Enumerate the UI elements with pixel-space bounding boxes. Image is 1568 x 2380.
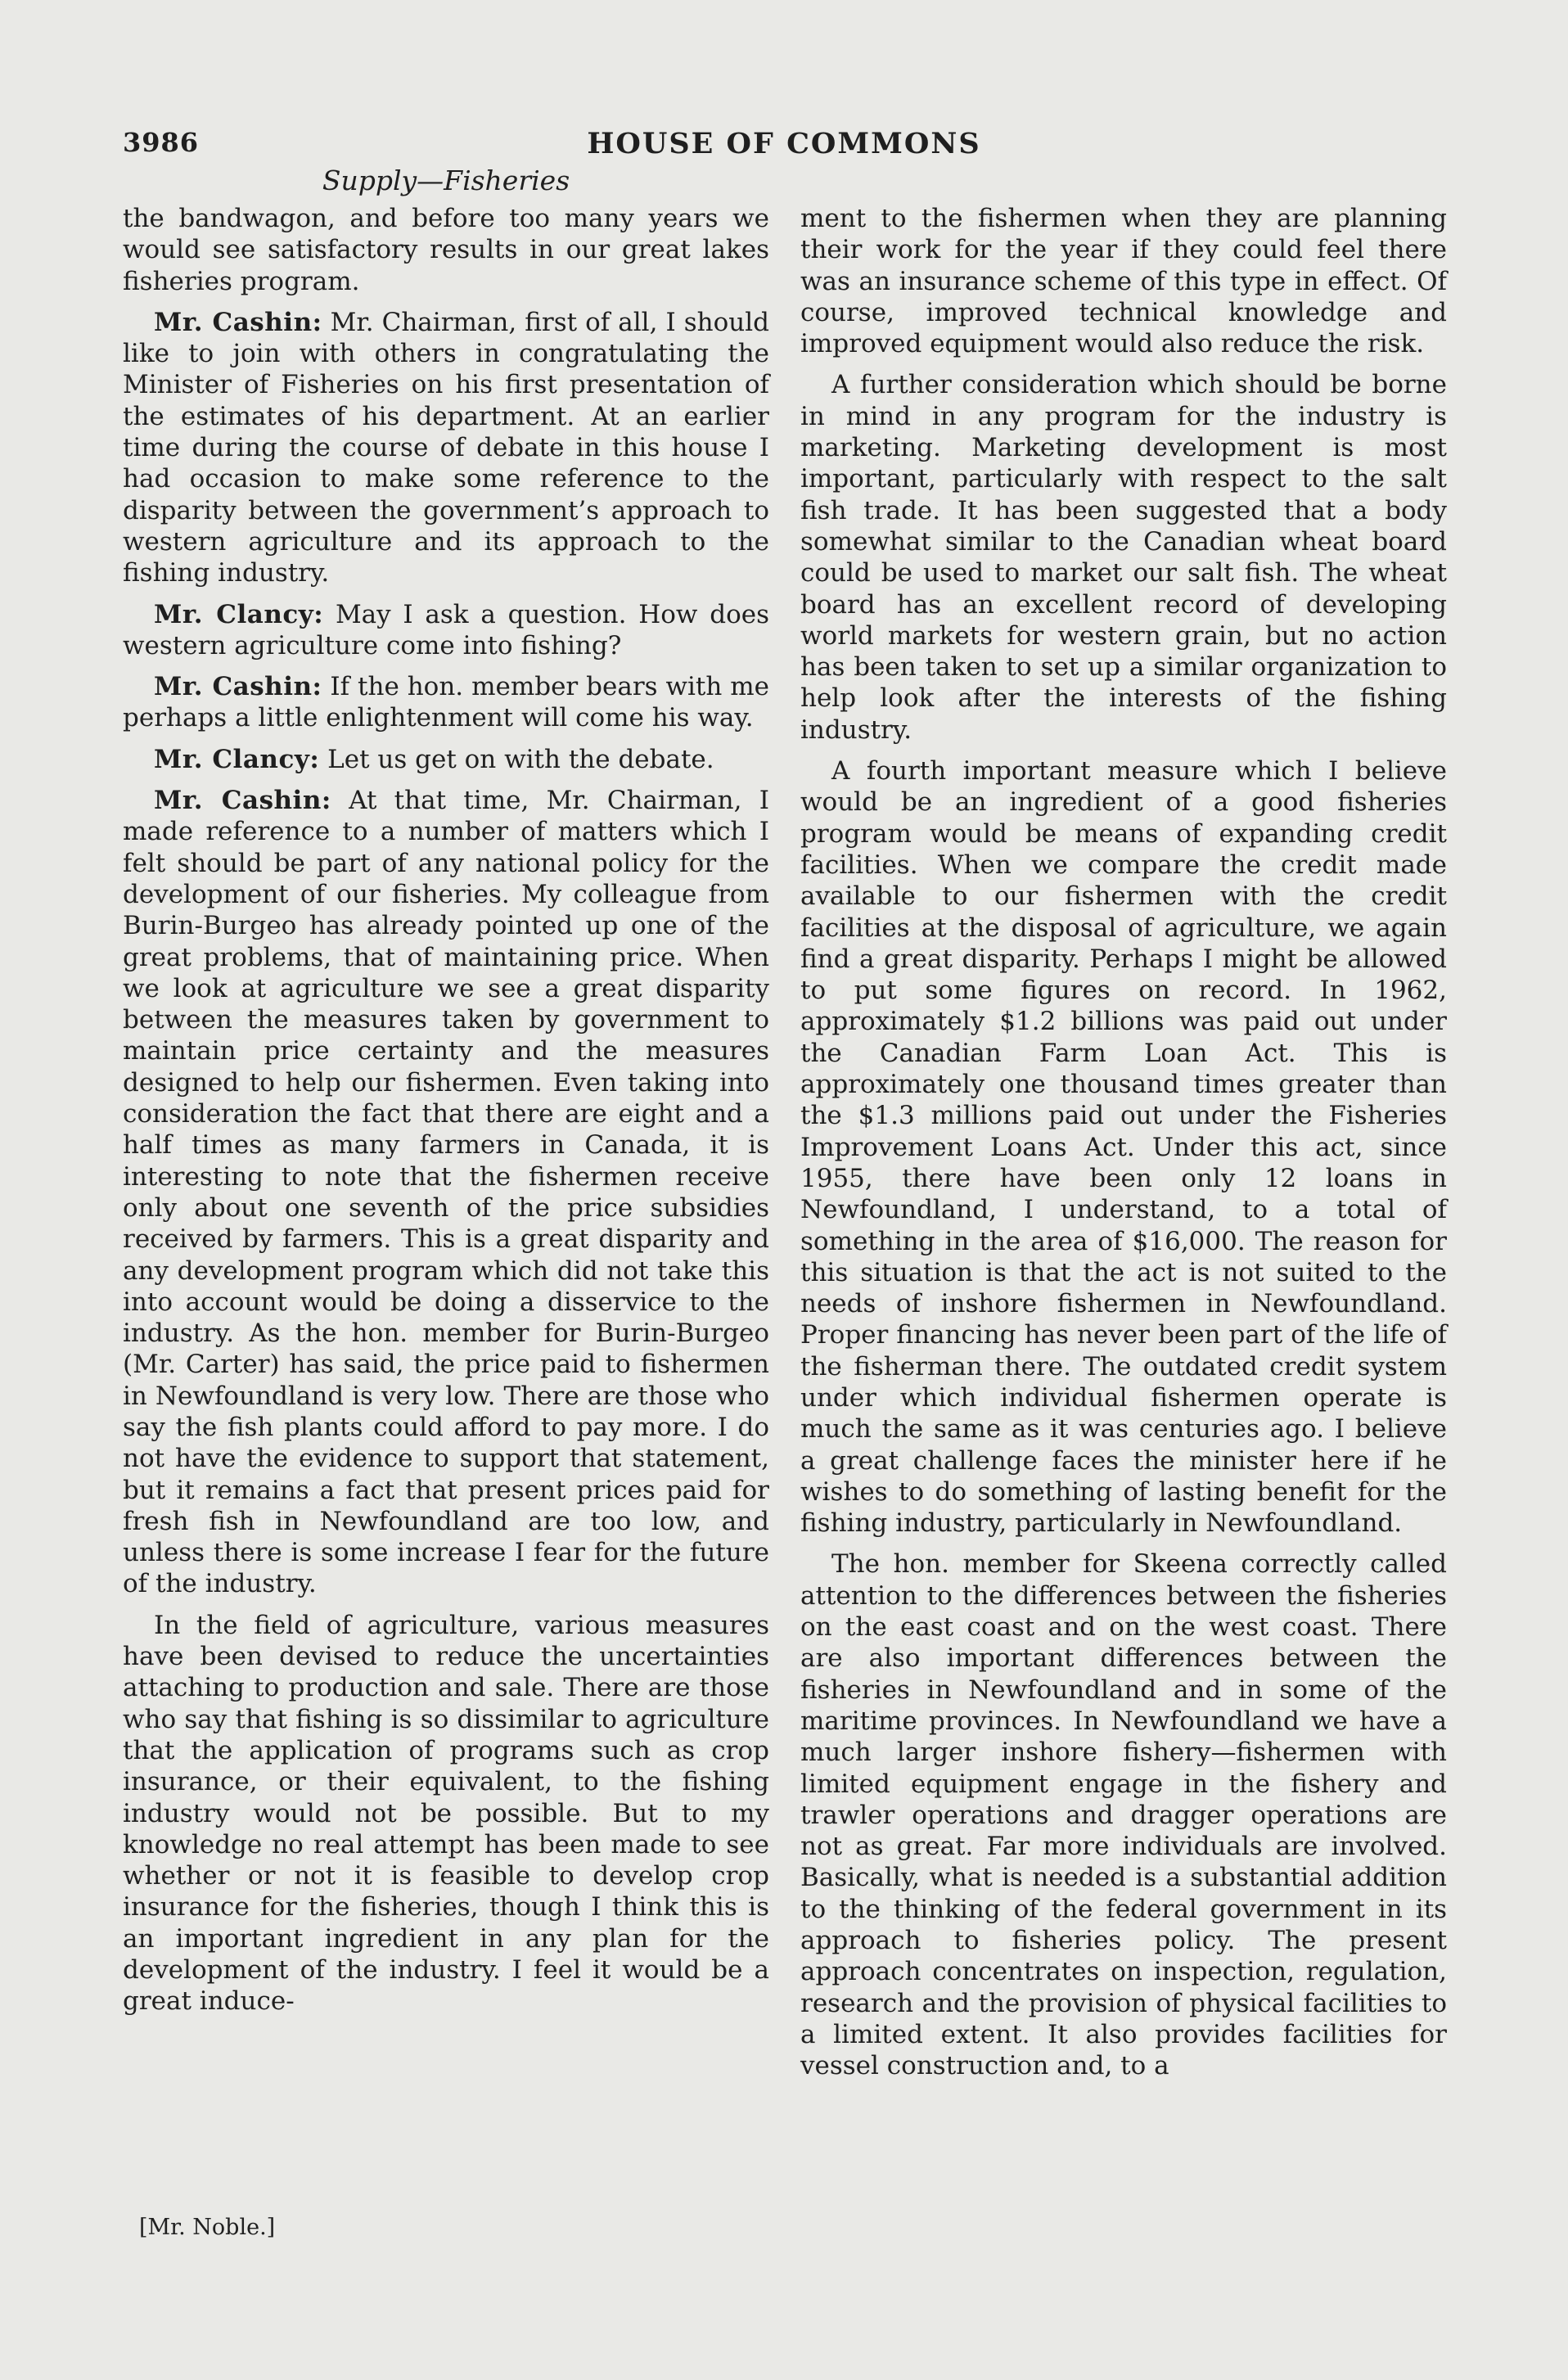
paragraph [123,671,769,734]
paragraph [123,599,769,662]
speaker-name: Mr. Cashin: [154,786,331,816]
speech-text: May I ask a question. How does western agriculture come into fishing? [123,599,769,660]
section-subtitle: Supply—Fisheries [322,165,570,196]
paragraph: ment to the fishermen when they are planning their work for the year if they could feel there was an insurance scheme of this type in effect. Of course, improved technical knowledge and improved equipment would also reduce the risk. [800,204,1447,359]
speech-text: If the hon. member bears with me perhaps a little enlightenment will come his way. [123,672,769,733]
paragraph [123,307,769,589]
paragraph [123,744,769,775]
paragraph: In the field of agriculture, various measures have been devised to reduce the uncertainties attaching to production and sale. There are those who say that fishing is so dissimilar to agriculture that the application of programs such as crop insurance, or their equivalent, to the fishing industry would not be possible. But to my knowledge no real attempt has been made to see whether or not it is feasible to develop crop insurance for the fisheries, though I think this is an important ingredient in any plan for the development of the industry. I feel it would be a great induce- [123,1610,769,2017]
paragraph: The hon. member for Skeena correctly called attention to the differences between the fisheries on the east coast and on the west coast. There are also important differences between the fisheries in Newfoundland and in some of the maritime provinces. In Newfoundland we have a much larger inshore fishery—fishermen with limited equipment engage in the fishery and trawler operations and dragger operations are not as great. Far more individuals are involved. Basically, what is needed is a substantial addition to the thinking of the federal government in its approach to fisheries policy. The present approach concentrates on inspection, regulation, research and the provision of physical facilities to a limited extent. It also provides facilities for vessel construction and, to a [800,1549,1447,2081]
speech-text: Let us get on with the debate. [327,744,714,774]
footer-speaker-note: [Mr. Noble.] [139,2215,276,2240]
page-title: HOUSE OF COMMONS [587,127,981,160]
speaker-name: Mr. Clancy: [154,744,320,774]
speaker-name: Mr. Cashin: [154,307,322,337]
speaker-name: Mr. Clancy: [154,599,324,629]
paragraph: the bandwagon, and before too many years we would see satisfactory results in our great lakes fisheries program. [123,204,769,296]
speech-text: At that time, Mr. Chairman, I made reference to a number of matters which I felt should be part of any national policy for the development of our fisheries. My colleague from Burin-Burgeo has already pointed up one of the great problems, that of maintaining price. When we look at agriculture we see a great disparity between the measures taken by government to maintain price certainty and the measures designed to help our fishermen. Even taking into consideration the fact that there are eight and a half times as many farmers in Canada, it is interesting to note that the fishermen receive only about one seventh of the price subsidies received by farmers. This is a great disparity and any development program which did not take this into account would be doing a disservice to the industry. As the hon. member for Burin-Burgeo (Mr. Carter) has said, the price paid to fishermen in Newfoundland is very low. There are those who say the fish plants could afford to pay more. I do not have the evidence to support that statement, but it remains a fact that present prices paid for fresh fish in Newfoundland are too low, and unless there is some increase I fear for the future of the industry. [123,786,769,1599]
paragraph: A fourth important measure which I believe would be an ingredient of a good fisheries program would be means of expanding credit facilities. When we compare the credit made available to our fishermen with the credit facilities at the disposal of agriculture, we again find a great disparity. Perhaps I might be allowed to put some figures on record. In 1962, approximately $1.2 billions was paid out under the Canadian Farm Loan Act. This is approximately one thousand times greater than the $1.3 millions paid out under the Fisheries Improvement Loans Act. Under this act, since 1955, there have been only 12 loans in Newfoundland, I understand, to a total of something in the area of $16,000. The reason for this situation is that the act is not suited to the needs of inshore fishermen in Newfoundland. Proper financing has never been part of the life of the fisherman there. The outdated credit system under which individual fishermen operate is much the same as it was centuries ago. I believe a great challenge faces the minister here if he wishes to do something of lasting benefit for the fishing industry, particularly in Newfoundland. [800,756,1447,1539]
right-column [800,203,1447,2092]
page-number: 3986 [123,127,200,158]
paragraph: A further consideration which should be borne in mind in any program for the industry is marketing. Marketing development is most important, particularly with respect to the salt fish trade. It has been suggested that a body somewhat similar to the Canadian wheat board could be used to market our salt fish. The wheat board has an excellent record of developing world markets for western grain, but no action has been taken to set up a similar organization to help look after the interests of the fishing industry. [800,370,1447,745]
speaker-name: Mr. Cashin: [154,672,322,702]
speech-text: Mr. Chairman, first of all, I should like to join with others in congratulating the Minister of Fisheries on his first presentation of the estimates of his department. At an earlier time during the course of debate in this house I had occasion to make some reference to the disparity between the government’s approach to western agriculture and its approach to the fishing industry. [123,307,769,588]
paragraph [123,785,769,1600]
left-column [123,203,769,2027]
